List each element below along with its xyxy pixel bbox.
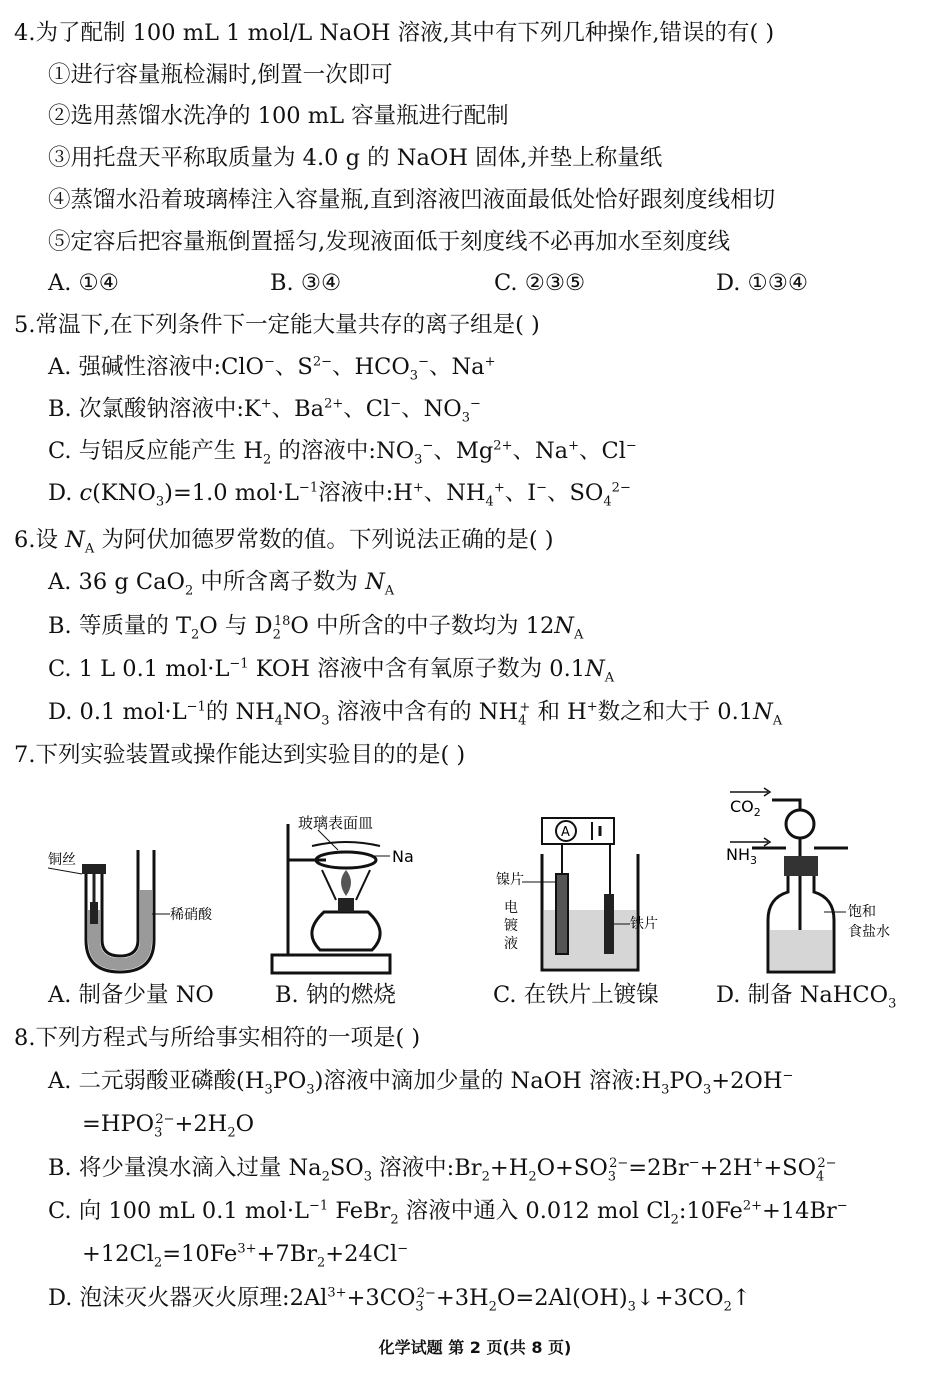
q5-option-d[interactable]: D. $c(KNO_3)=1.0$ $mol\cdot L^{-1}$溶液中:H+、$NH_4^+$、I−、$SO_4^{2-}$ xyxy=(48,480,631,510)
page-footer: 化学试题 第 2 页(共 8 页) xyxy=(378,1338,572,1357)
q4-item-3: ③用托盘天平称取质量为 4.0 g 的 NaOH 固体,并垫上称量纸 xyxy=(48,145,663,171)
q4-item-2: ②选用蒸馏水洗净的 100 mL 容量瓶进行配制 xyxy=(48,103,509,129)
figure-nickel-plating xyxy=(492,812,662,977)
label-dilute-nitric: 稀硝酸 xyxy=(170,907,212,923)
q4-option-a[interactable]: A. ①④ xyxy=(48,270,119,296)
q4-option-b[interactable]: B. ③④ xyxy=(270,270,342,296)
q6-option-d[interactable]: D. 0.1 $mol\cdot L^{-1}$的 $NH_4NO_3$ 溶液中含有的 $NH_4^+$ 和 H+数之和大于 $0.1N_A$ xyxy=(48,699,783,729)
label-iron-sheet: 铁片 xyxy=(630,916,658,932)
q6-option-b[interactable]: B. 等质量的 $T_2O$ 与 $D_2^{18}O$ 中所含的中子数均为 $12N_A$ xyxy=(48,613,584,643)
label-electrolyte-3: 液 xyxy=(504,936,518,952)
q5-option-c[interactable]: C. 与铝反应能产生 $H_2$ 的溶液中$:NO_3^-$、$Mg^{2+}$、Na+、Cl− xyxy=(48,438,637,468)
q7-stem: 7.下列实验装置或操作能达到实验目的的是( ) xyxy=(14,742,466,768)
label-copper-wire: 铜丝 xyxy=(48,852,76,868)
q8-stem: 8.下列方程式与所给事实相符的一项是( ) xyxy=(14,1025,421,1051)
q6-option-a[interactable]: A. 36 g CaO$_2$ 中所含离子数为 $N_A$ xyxy=(48,569,395,599)
q4-option-d[interactable]: D. ①③④ xyxy=(716,270,809,296)
label-electrolyte-2: 镀 xyxy=(504,918,518,934)
q4-stem: 4.为了配制 100 mL 1 mol/L NaOH 溶液,其中有下列几种操作,错误的有( ) xyxy=(14,20,775,46)
ammeter-label: A xyxy=(561,825,570,840)
q4-item-1: ①进行容量瓶检漏时,倒置一次即可 xyxy=(48,62,393,88)
q8-option-c[interactable]: C. 向 100 mL 0.1 $mol\cdot L^{-1}$ FeBr$_2$ 溶液中通入 0.012 mol $Cl_2:10Fe^{2+}+14Br^-$ xyxy=(48,1198,848,1228)
q8-option-c-cont: $+12Cl_2=10Fe^{3+}+7Br_2+24Cl^-$ xyxy=(82,1241,409,1271)
q7-caption-d: D. 制备 NaHCO$_3$ xyxy=(716,982,897,1012)
figure-sodium-burning xyxy=(262,800,432,980)
q5-option-b[interactable]: B. 次氯酸钠溶液中:K+、$Ba^{2+}$、Cl−、$NO_3^-$ xyxy=(48,396,481,426)
label-sodium: Na xyxy=(392,847,414,866)
q7-caption-a: A. 制备少量 NO xyxy=(48,982,214,1008)
q5-option-a[interactable]: A. 强碱性溶液中:ClO−、$S^{2-}$、$HCO_3^-$、Na+ xyxy=(48,354,496,384)
label-brine-1: 饱和 xyxy=(848,904,876,920)
label-nickel-sheet: 镍片 xyxy=(496,872,524,888)
figure-nahco3-apparatus xyxy=(712,780,912,978)
q7-caption-c: C. 在铁片上镀镍 xyxy=(493,982,659,1008)
q6-stem: 6.设 $N_A$ 为阿伏加德罗常数的值。下列说法正确的是( ) xyxy=(14,527,554,557)
q4-options xyxy=(48,265,918,301)
label-nh3: $NH_3$ xyxy=(726,845,757,867)
q5-stem: 5.常温下,在下列条件下一定能大量共存的离子组是( ) xyxy=(14,312,540,338)
q4-option-c[interactable]: C. ②③⑤ xyxy=(494,270,586,296)
label-electrolyte-1: 电 xyxy=(504,900,518,916)
label-co2: $CO_2$ xyxy=(730,797,761,819)
q8-option-b[interactable]: B. 将少量溴水滴入过量 $Na_2SO_3$ 溶液中$:Br_2+H_2O+SO_3^{2-}=2Br^-+2H^++SO_4^{2-}$ xyxy=(48,1155,837,1185)
q8-option-a-cont: $=HPO_3^{2-}+2H_2O$ xyxy=(82,1111,255,1141)
label-watch-glass: 玻璃表面皿 xyxy=(298,814,374,832)
q7-caption-b: B. 钠的燃烧 xyxy=(275,982,396,1008)
q6-option-c[interactable]: C. 1 L 0.1 $mol\cdot L^{-1}$ KOH 溶液中含有氧原子数为 $0.1N_A$ xyxy=(48,656,615,686)
q8-option-a[interactable]: A. 二元弱酸亚磷酸$(H_3PO_3)$溶液中滴加少量的 NaOH 溶液$:H_3PO_3+2OH^-$ xyxy=(48,1068,794,1098)
label-brine-2: 食盐水 xyxy=(848,924,890,940)
q4-item-5: ⑤定容后把容量瓶倒置摇匀,发现液面低于刻度线不必再加水至刻度线 xyxy=(48,229,731,255)
q4-item-4: ④蒸馏水沿着玻璃棒注入容量瓶,直到溶液凹液面最低处恰好跟刻度线相切 xyxy=(48,187,776,213)
q8-option-d[interactable]: D. 泡沫灭火器灭火原理$:2Al^{3+}+3CO_3^{2-}+3H_2O=2Al(OH)_3↓+3CO_2↑$ xyxy=(48,1285,751,1315)
figure-u-tube xyxy=(48,840,218,980)
